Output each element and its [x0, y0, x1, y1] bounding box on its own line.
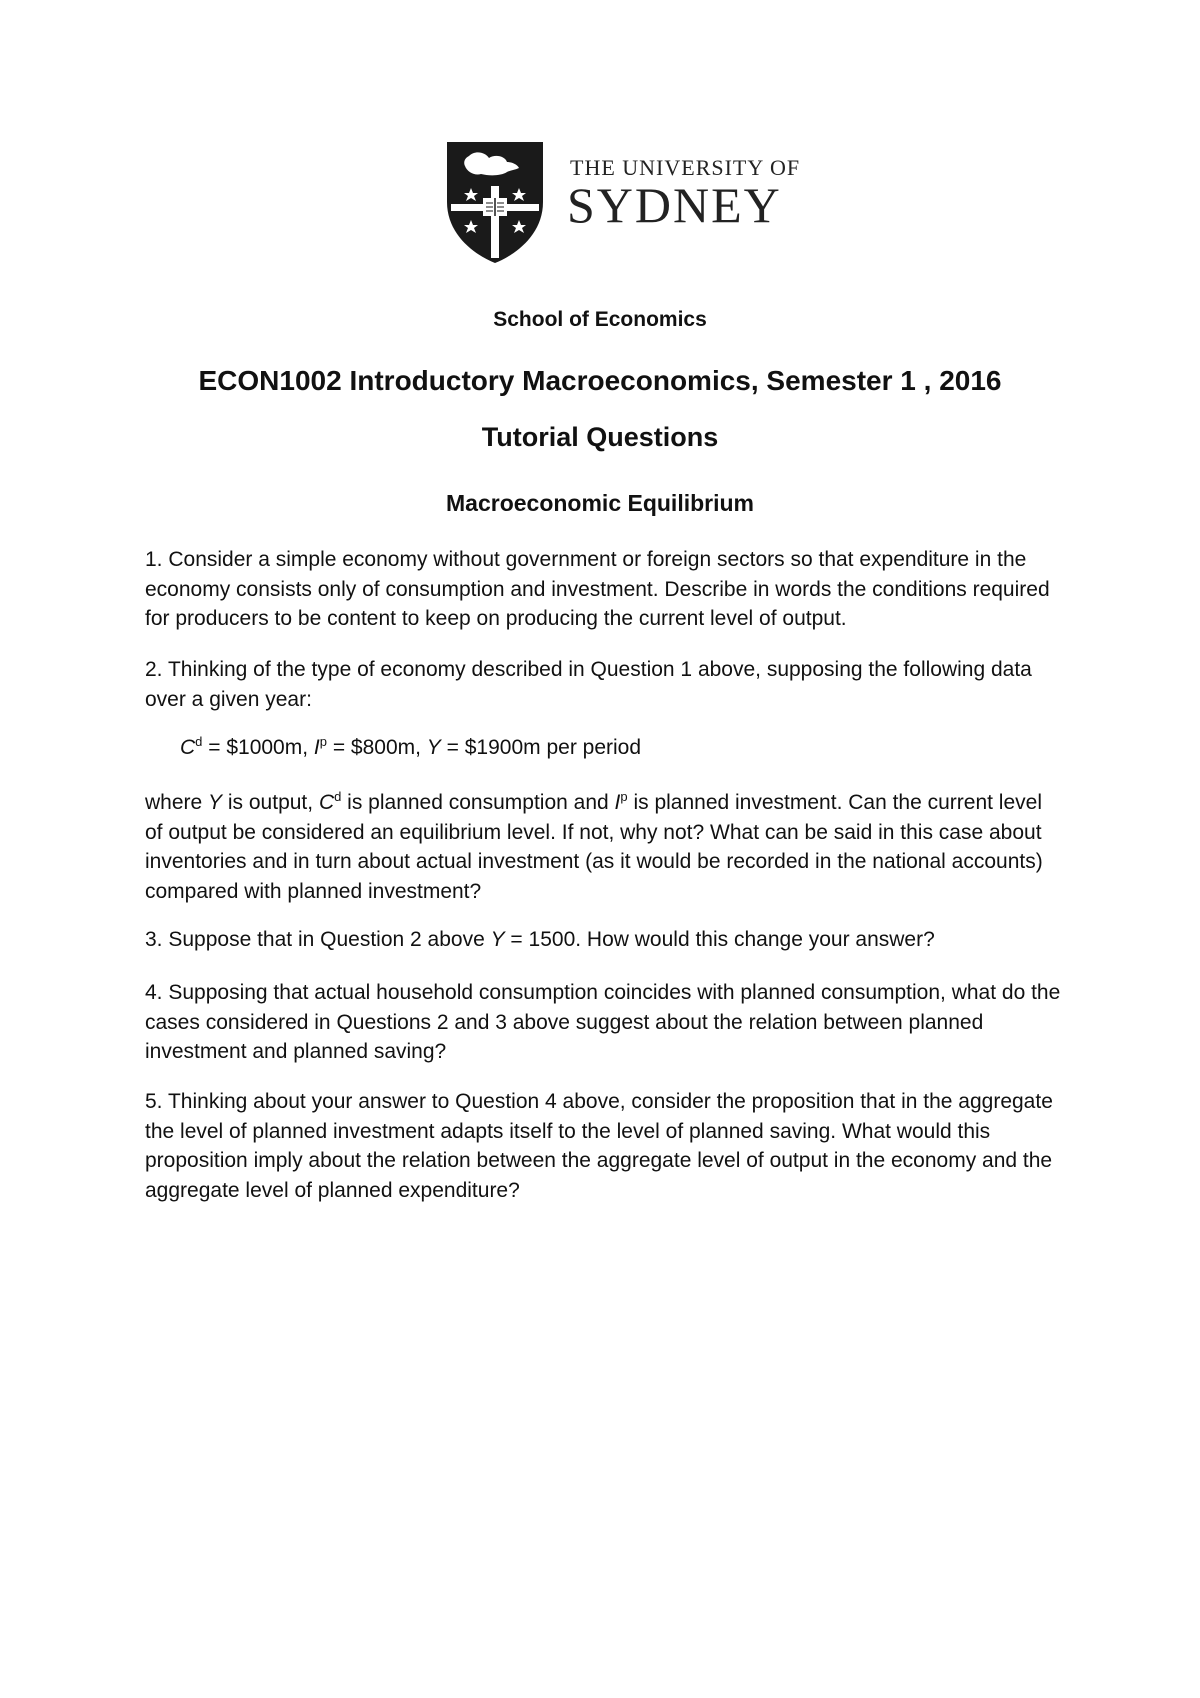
eq-y-symbol: Y [426, 736, 441, 759]
q2b-part3: is planned consumption and [341, 791, 615, 814]
eq-y-value: = $1900m per period [440, 736, 642, 759]
q2b-c-symbol: C [318, 791, 335, 814]
q2b-y-symbol: Y [208, 791, 223, 814]
q2b-part2: is output, [222, 791, 319, 814]
university-logo [445, 140, 801, 265]
question-5 [145, 1087, 1065, 1205]
document-title: Tutorial Questions [481, 422, 719, 452]
question-2 [145, 655, 1065, 714]
question-3 [145, 925, 1065, 955]
question-1 [145, 545, 1065, 634]
eq-i-value: = $800m, [326, 736, 427, 759]
q2b-part1: where [145, 791, 209, 814]
q2b-i-symbol: I [614, 791, 621, 814]
question-4-text: 4. Supposing that actual household consumption coincides with planned consumption, what do the cases considered in Questions 2 and 3 above suggest about the relation between planned investment and planned saving? [145, 981, 1061, 1063]
logo-line1: THE UNIVERSITY OF [570, 155, 801, 180]
q2b-i-sup: p [620, 789, 628, 804]
eq-c-sup: d [195, 734, 203, 749]
question-2-continued [145, 788, 1065, 906]
school-name: School of Economics [493, 308, 707, 331]
question-1-text: 1. Consider a simple economy without government or foreign sectors so that expenditure in the economy consists only of consumption and investment. Describe in words the conditions required for producers to be content to keep on producing the current level of output. [145, 548, 1050, 630]
eq-i-sup: p [319, 734, 327, 749]
q3-y-symbol: Y [490, 928, 505, 951]
eq-c-value: = $1000m, [202, 736, 314, 759]
q3-part1: 3. Suppose that in Question 2 above [145, 928, 491, 951]
question-4 [145, 978, 1065, 1067]
eq-c-symbol: C [180, 736, 196, 759]
eq-i-symbol: I [313, 736, 320, 759]
q3-part2: = 1500. How would this change your answer? [504, 928, 935, 951]
equation-line [180, 733, 1100, 763]
logo-line2: SYDNEY [567, 177, 782, 233]
question-2-text: 2. Thinking of the type of economy described in Question 1 above, supposing the following data over a given year: [145, 658, 1032, 711]
question-5-text: 5. Thinking about your answer to Question 4 above, consider the proposition that in the aggregate the level of planned investment adapts itself to the level of planned saving. What would this proposition imply about the relation between the aggregate level of output in the economy and the aggregate level of planned expenditure? [145, 1090, 1053, 1202]
q2b-c-sup: d [334, 789, 342, 804]
course-title: ECON1002 Introductory Macroeconomics, Semester 1 , 2016 [198, 365, 1002, 396]
topic-heading: Macroeconomic Equilibrium [446, 490, 754, 516]
university-crest-icon [445, 140, 801, 265]
q2b-part4: is planned investment. Can the current level of output be considered an equilibrium level. If not, why not? What can be said in this case about inventories and in turn about actual investment (as it would be recorded in the national accounts) compared with planned investment? [145, 791, 1043, 903]
